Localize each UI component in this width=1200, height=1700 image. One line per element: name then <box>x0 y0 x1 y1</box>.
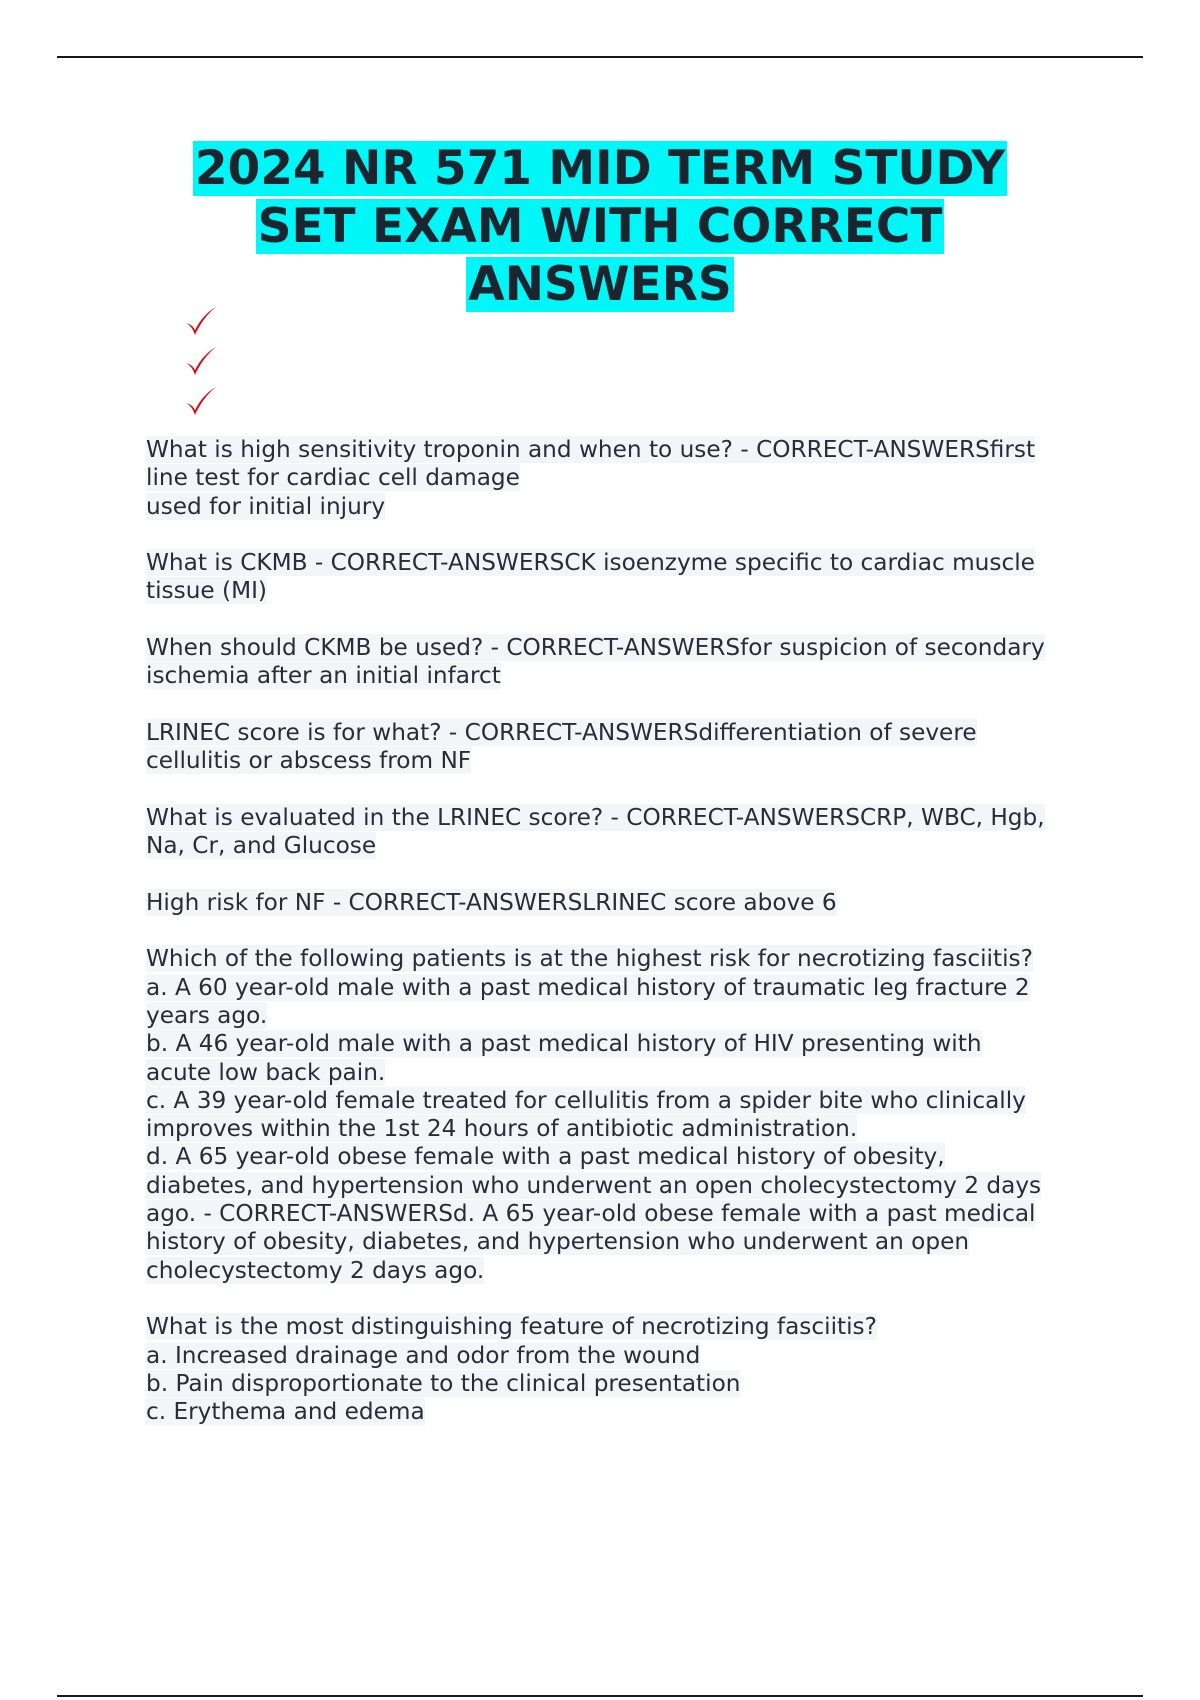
page-title <box>0 140 1200 314</box>
qa-line: a. A 60 year-old male with a past medical history of traumatic leg fracture 2 <box>146 973 1030 1001</box>
qa-line: years ago. <box>146 1001 268 1029</box>
qa-line: When should CKMB be used? - CORRECT-ANSWERSfor suspicion of secondary <box>146 634 1045 662</box>
title-line-2: SET EXAM WITH CORRECT <box>257 199 943 254</box>
qa-line: acute low back pain. <box>146 1058 386 1086</box>
qa-line: cholecystectomy 2 days ago. <box>146 1256 485 1284</box>
bottom-rule <box>57 1695 1143 1697</box>
qa-line: d. A 65 year-old obese female with a past medical history of obesity, <box>146 1143 945 1171</box>
qa-block <box>146 436 1096 521</box>
qa-block <box>146 634 1096 691</box>
qa-content <box>146 436 1096 1455</box>
qa-block <box>146 719 1096 776</box>
qa-line: cellulitis or abscess from NF <box>146 747 472 775</box>
qa-line: line test for cardiac cell damage <box>146 464 520 492</box>
qa-line: tissue (MI) <box>146 577 267 605</box>
qa-block <box>146 1313 1096 1426</box>
qa-line: diabetes, and hypertension who underwent an open cholecystectomy 2 days <box>146 1171 1042 1199</box>
qa-block <box>146 945 1096 1285</box>
qa-line: b. A 46 year-old male with a past medical history of HIV presenting with <box>146 1030 982 1058</box>
qa-line: c. A 39 year-old female treated for cellulitis from a spider bite who clinically <box>146 1086 1026 1114</box>
qa-line: history of obesity, diabetes, and hypertension who underwent an open <box>146 1228 970 1256</box>
check-marks <box>180 302 230 422</box>
qa-line: ischemia after an initial infarct <box>146 662 501 690</box>
check-mark-icon <box>180 342 220 382</box>
check-mark-icon <box>180 302 220 342</box>
title-block <box>0 140 1200 314</box>
qa-line: ago. - CORRECT-ANSWERSd. A 65 year-old obese female with a past medical <box>146 1200 1036 1228</box>
qa-line: Which of the following patients is at the highest risk for necrotizing fasciitis? <box>146 945 1033 973</box>
qa-block <box>146 549 1096 606</box>
qa-line: Na, Cr, and Glucose <box>146 832 377 860</box>
qa-line: a. Increased drainage and odor from the wound <box>146 1341 701 1369</box>
title-line-3: ANSWERS <box>468 257 732 312</box>
qa-line: used for initial injury <box>146 492 386 520</box>
qa-block <box>146 804 1096 861</box>
qa-line: What is evaluated in the LRINEC score? - CORRECT-ANSWERSCRP, WBC, Hgb, <box>146 803 1045 831</box>
check-mark-icon <box>180 382 220 422</box>
qa-line: High risk for NF - CORRECT-ANSWERSLRINEC score above 6 <box>146 888 837 916</box>
qa-line: What is the most distinguishing feature of necrotizing fasciitis? <box>146 1313 877 1341</box>
qa-line: What is high sensitivity troponin and when to use? - CORRECT-ANSWERSfirst <box>146 436 1036 463</box>
qa-block <box>146 889 1096 917</box>
top-rule <box>57 56 1143 58</box>
qa-line: improves within the 1st 24 hours of antibiotic administration. <box>146 1115 858 1143</box>
qa-line: What is CKMB - CORRECT-ANSWERSCK isoenzyme specific to cardiac muscle <box>146 549 1035 577</box>
qa-line: c. Erythema and edema <box>146 1398 425 1426</box>
title-line-1: 2024 NR 571 MID TERM STUDY <box>194 141 1006 196</box>
qa-line: LRINEC score is for what? - CORRECT-ANSWERSdifferentiation of severe <box>146 718 977 746</box>
qa-line: b. Pain disproportionate to the clinical presentation <box>146 1369 741 1397</box>
